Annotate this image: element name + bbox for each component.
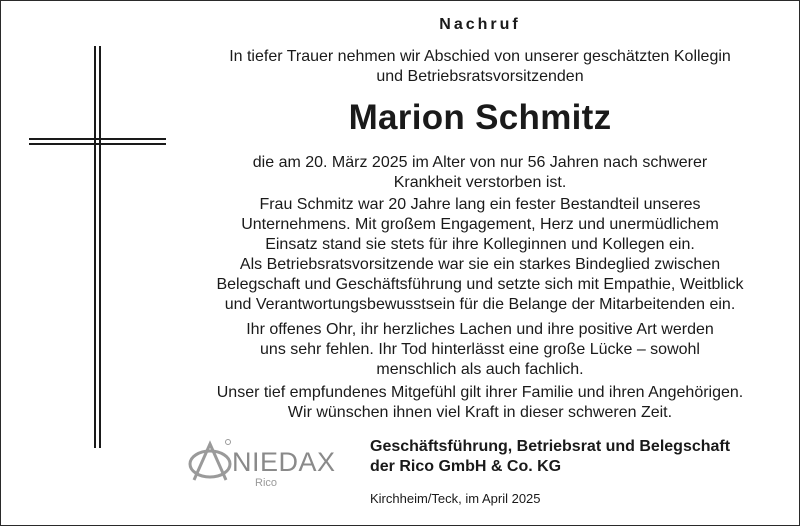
death-notice-paragraph: die am 20. März 2025 im Alter von nur 56 Jahren nach schwerer Krankheit verstorben ist.	[252, 154, 708, 191]
intro-text: In tiefer Trauer nehmen wir Abschied von unserer geschätzten Kollegin und Betriebsratsvorsitzenden	[229, 48, 731, 85]
signature-block: Geschäftsführung, Betriebsrat und Belegschaft der Rico GmbH & Co. KG	[370, 438, 731, 475]
obituary-heading: Nachruf	[439, 16, 521, 33]
tribute-paragraph: Frau Schmitz war 20 Jahre lang ein fester Bestandteil unseres Unternehmens. Mit großem Engagement, Herz und unermüdlichem Einsatz stand sie stets für ihre Kolleginnen und Kollegen ein. Als Betriebsratsvorsitzende war sie ein starkes Bindeglied zwischen Belegschaft und Geschäftsführung und setzte sich mit Empathie, Weitblick und Verantwortungsbewusstsein für die Belange der Mitarbeitenden ein.	[216, 196, 744, 313]
place-date: Kirchheim/Teck, im April 2025	[370, 491, 541, 506]
logo-wordmark: NIEDAX	[232, 447, 336, 477]
niedax-mark-icon	[188, 436, 234, 486]
condolence-paragraph: Unser tief empfundenes Mitgefühl gilt ihrer Familie und ihren Angehörigen. Wir wünschen ihnen viel Kraft in dieser schweren Zeit.	[216, 384, 744, 421]
deceased-name: Marion Schmitz	[348, 98, 612, 137]
logo-subtitle: Rico	[255, 477, 278, 489]
farewell-paragraph: Ihr offenes Ohr, ihr herzliches Lachen und ihre positive Art werden uns sehr fehlen. Ihr Tod hinterlässt eine große Lücke – sowohl menschlich als auch fachlich.	[246, 321, 714, 378]
niedax-logo	[188, 436, 358, 492]
